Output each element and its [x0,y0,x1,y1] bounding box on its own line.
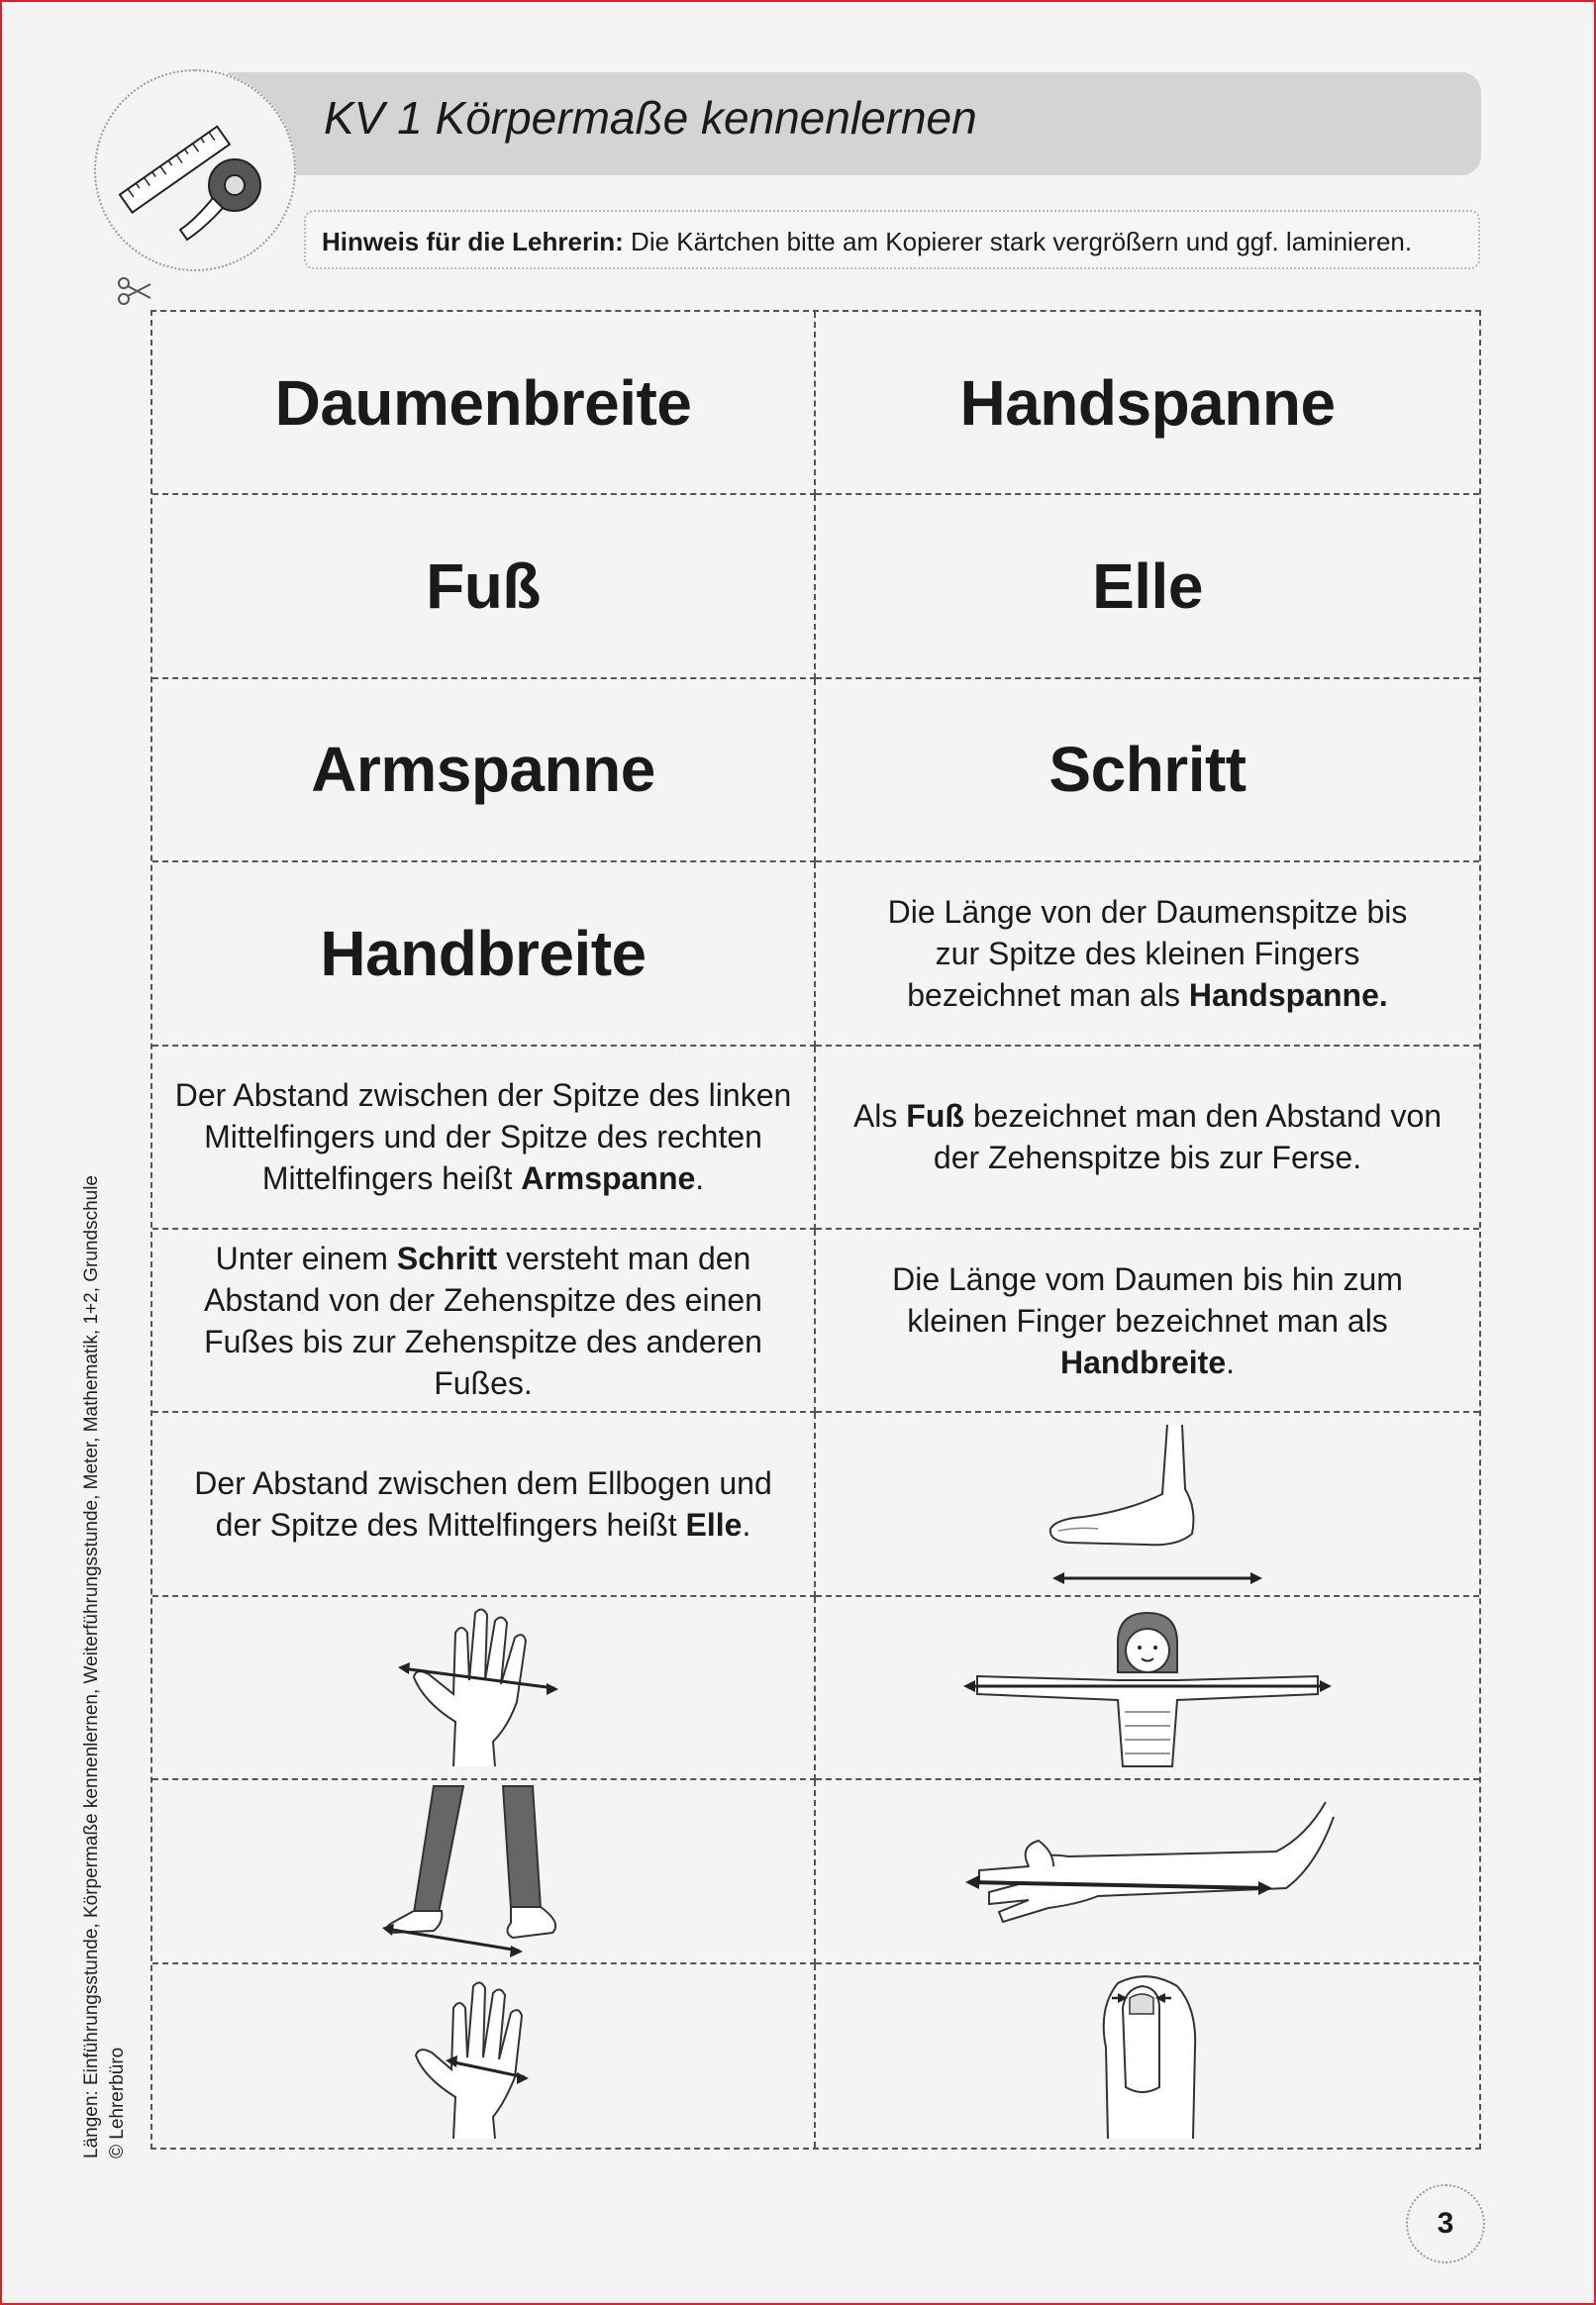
card-def-elle [152,1413,816,1596]
definition-term: Handspanne. [1188,976,1388,1013]
card-word: Armspanne [311,734,655,806]
definition-term: Schritt [396,1240,498,1276]
card-foot-picture [816,1413,1479,1596]
scissors-icon [117,274,152,308]
definition-part: Der Abstand zwischen der Spitze des linken Mittelfingers und der Spitze des rechten Mittelfingers heißt [174,1077,792,1197]
card-armspanne [152,679,816,862]
forearm-illustration [959,1797,1336,1946]
card-handspanne [816,312,1479,495]
foot-length-illustration [1029,1420,1266,1588]
ruler-tape-icon [96,71,294,269]
card-word: Elle [1092,551,1203,623]
definition-part: Die Länge vom Daumen bis hin zum kleinen Finger bezeichnet man als [892,1260,1403,1339]
thumb-width-illustration [1068,1968,1227,2143]
definition-term: Handbreite [1059,1344,1227,1380]
definition-part: . [695,1160,705,1197]
hand-width-illustration [394,1968,572,2143]
card-step-picture [152,1780,816,1963]
card-forearm-picture [816,1780,1479,1963]
teacher-hint [304,210,1480,269]
card-word: Fuß [426,551,541,623]
definition-term: Elle [685,1507,743,1544]
card-fuss [152,495,816,678]
page-number: 3 [1406,2184,1485,2263]
definition-part: Die Länge von der Daumenspitze bis zur Spitze des kleinen Fingers bezeichnet man als [887,893,1408,1013]
hint-text: Die Kärtchen bitte am Kopierer stark vergrößern und ggf. laminieren. [623,227,1413,256]
card-word: Schritt [1048,734,1247,806]
definition-part: . [742,1507,751,1544]
card-handwidth-picture [152,1964,816,2148]
definition-part: bezeichnet man den Abstand von der Zehenspitze bis zur Ferse. [933,1098,1443,1176]
definition-part: Der Abstand zwischen dem Ellbogen und der Spitze des Mittelfingers heißt [194,1465,772,1544]
side-credit [79,1175,131,2158]
card-def-handbreite [816,1230,1479,1413]
definition-text [827,1095,1468,1178]
card-armspan-picture [816,1597,1479,1780]
definition-part: . [1226,1344,1236,1380]
card-def-armspanne [152,1047,816,1230]
step-illustration [364,1784,602,1958]
card-word: Handbreite [320,917,647,989]
hint-label: Hinweis für die Lehrerin: [322,227,624,256]
definition-text [152,1074,814,1199]
card-schritt [816,679,1479,862]
definition-text [172,1462,794,1546]
copyright-line: © Lehrerbüro [107,2047,128,2158]
arm-span-illustration [959,1603,1336,1771]
definition-text [167,1238,799,1404]
card-elle [816,495,1479,678]
card-grid [150,310,1481,2150]
definition-text [827,1258,1468,1383]
definition-text [856,891,1439,1016]
card-daumenbreite [152,312,816,495]
definition-part: Unter einem [215,1240,397,1276]
card-handspan-picture [152,1597,816,1780]
definition-part: versteht man den Abstand von der Zehenspitze des einen Fußes bis zur Zehenspitze des anderen Fußes. [204,1240,762,1401]
card-def-schritt [152,1230,816,1413]
card-def-fuss [816,1047,1479,1230]
hand-span-illustration [384,1603,582,1771]
ruler-tape-logo [94,69,296,271]
definition-term: Armspanne [521,1160,696,1197]
card-handbreite [152,862,816,1046]
definition-term: Fuß [906,1098,964,1135]
page-title: KV 1 Körpermaße kennenlernen [324,92,977,144]
definition-part: Als [852,1098,907,1135]
card-word: Handspanne [959,366,1336,439]
card-def-handspanne [816,862,1479,1046]
card-thumb-picture [816,1964,1479,2148]
side-credit-line: Längen: Einführungsstunde, Körpermaße kennenlernen, Weiterführungsstunde, Meter, Mathematik, 1+2, Grundschule [81,1175,102,2158]
card-word: Daumenbreite [274,366,692,439]
